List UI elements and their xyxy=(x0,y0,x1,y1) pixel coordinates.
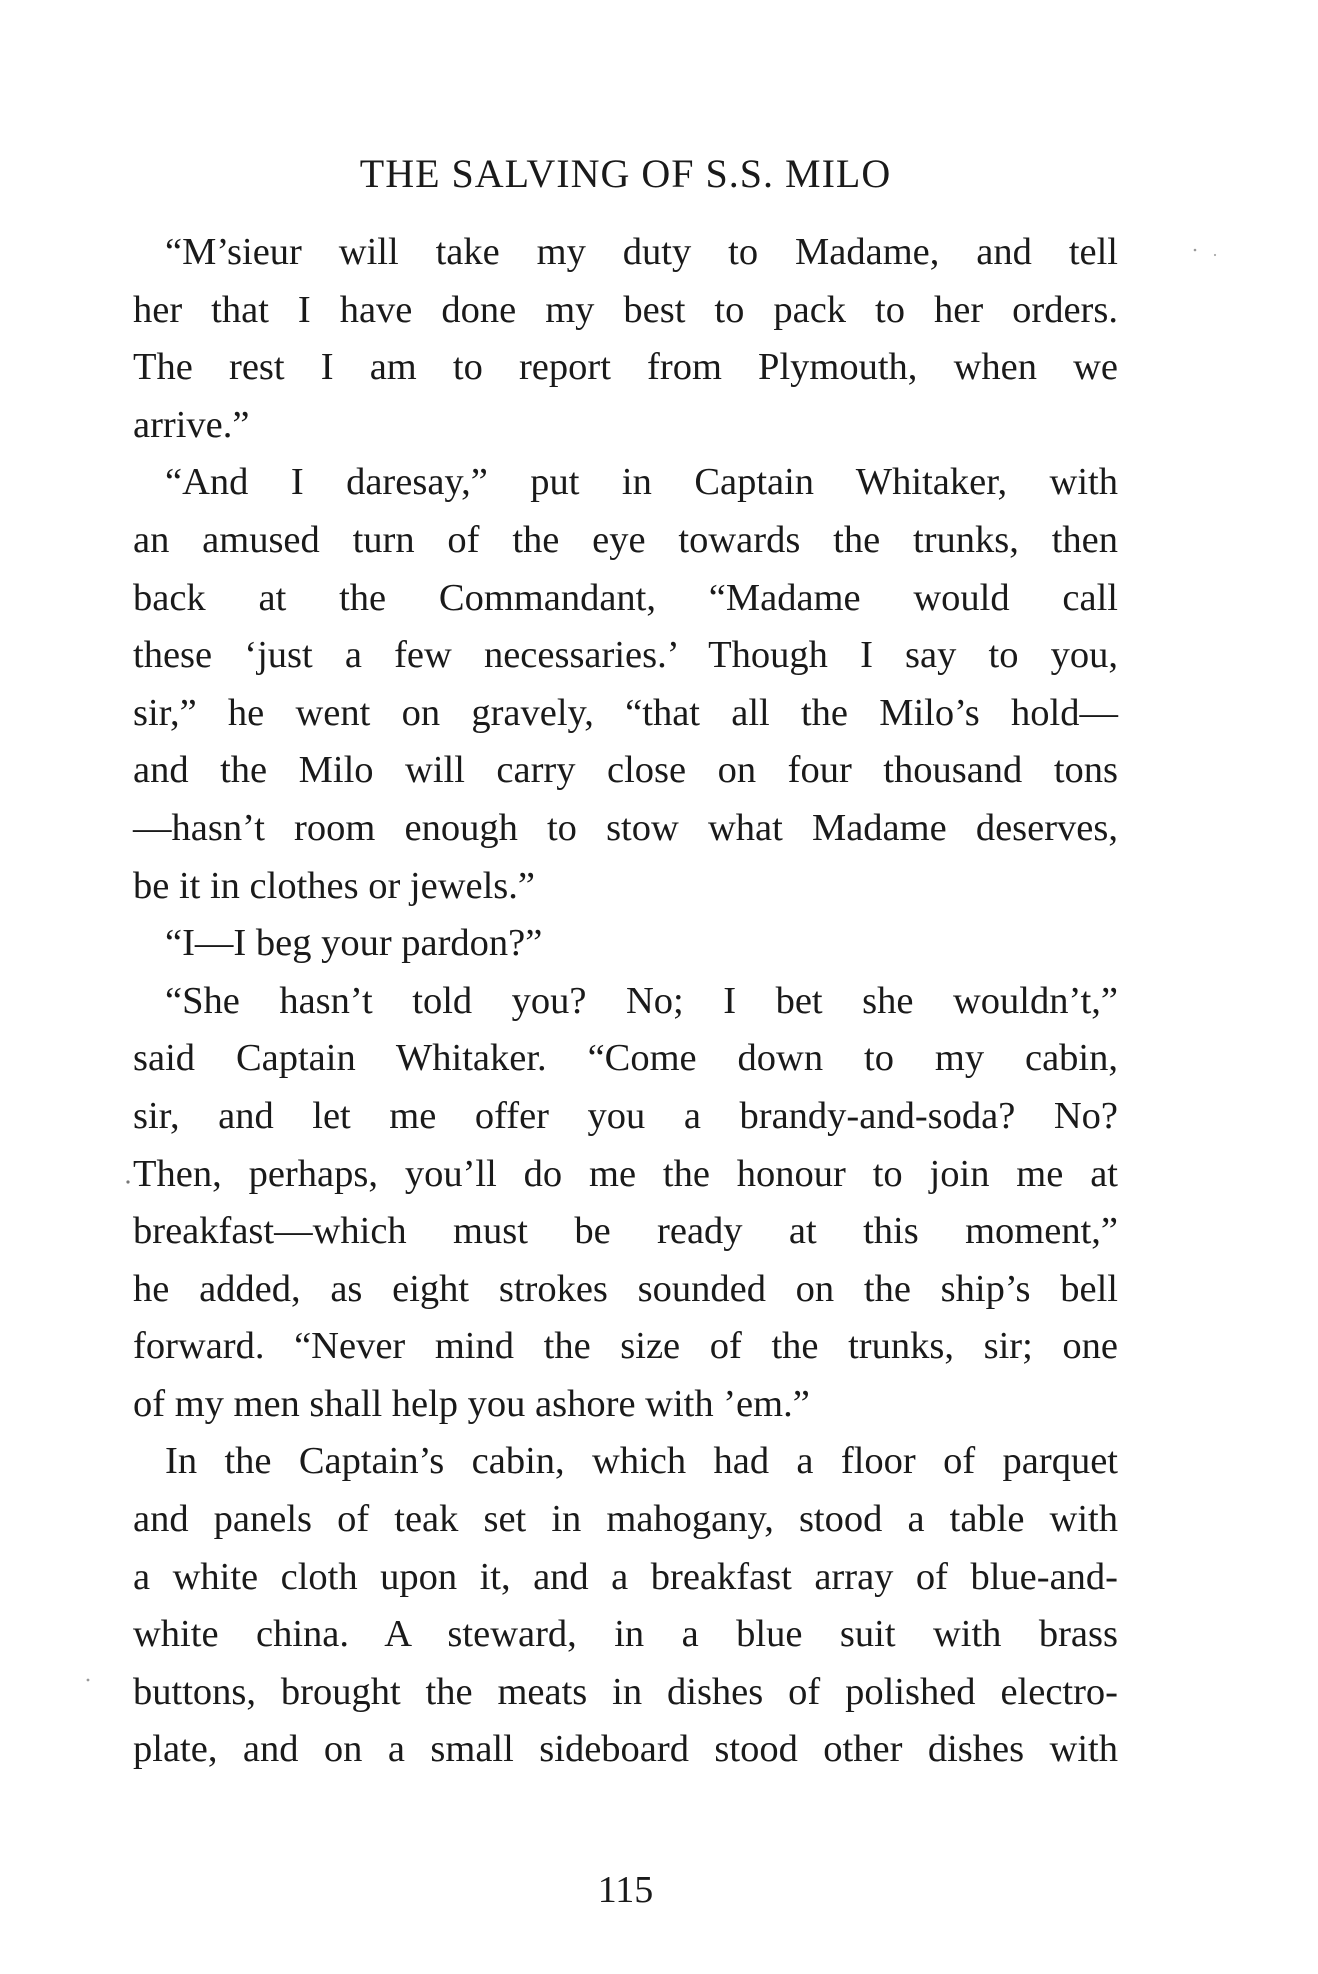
text-line: her that I have done my best to pack to her orders. xyxy=(133,288,1118,331)
text-line: of my men shall help you ashore with ’em.” xyxy=(133,1382,810,1425)
text-line: —hasn’t room enough to stow what Madame deserves, xyxy=(133,806,1118,849)
body-text xyxy=(133,224,1118,1779)
text-line: “She hasn’t told you? No; I bet she wouldn’t,” xyxy=(165,979,1118,1022)
text-line: “And I daresay,” put in Captain Whitaker, with xyxy=(165,461,1118,504)
text-line: he added, as eight strokes sounded on the ship’s bell xyxy=(133,1267,1118,1310)
text-line: these ‘just a few necessaries.’ Though I say to you, xyxy=(133,634,1118,677)
text-line: said Captain Whitaker. “Come down to my cabin, xyxy=(133,1037,1118,1080)
text-line: The rest I am to report from Plymouth, when we xyxy=(133,346,1118,389)
text-line: arrive.” xyxy=(133,403,250,446)
page-number: 115 xyxy=(597,1869,654,1911)
text-line: sir, and let me offer you a brandy-and-soda? No? xyxy=(133,1094,1118,1137)
text-line: plate, and on a small sideboard stood other dishes with xyxy=(133,1728,1118,1771)
text-line: a white cloth upon it, and a breakfast array of blue-and- xyxy=(133,1555,1118,1598)
text-line: be it in clothes or jewels.” xyxy=(133,864,535,907)
text-line: buttons, brought the meats in dishes of polished electro- xyxy=(133,1670,1118,1713)
text-line: “I—I beg your pardon?” xyxy=(165,922,543,965)
text-line: Then, perhaps, you’ll do me the honour to join me at xyxy=(133,1152,1118,1195)
text-line: breakfast—which must be ready at this moment,” xyxy=(133,1210,1118,1253)
running-head: THE SALVING OF S.S. MILO xyxy=(359,151,892,196)
text-line: and panels of teak set in mahogany, stood a table with xyxy=(133,1498,1118,1541)
text-line: an amused turn of the eye towards the trunks, then xyxy=(133,518,1118,561)
text-line: white china. A steward, in a blue suit with brass xyxy=(133,1613,1118,1656)
text-line: “M’sieur will take my duty to Madame, and tell xyxy=(165,231,1118,273)
text-line: back at the Commandant, “Madame would call xyxy=(133,576,1118,619)
text-line: In the Captain’s cabin, which had a floor of parquet xyxy=(165,1440,1118,1483)
text-line: sir,” he went on gravely, “that all the Milo’s hold— xyxy=(133,691,1118,734)
text-line: and the Milo will carry close on four thousand tons xyxy=(133,749,1118,792)
text-line: forward. “Never mind the size of the trunks, sir; one xyxy=(133,1325,1118,1368)
